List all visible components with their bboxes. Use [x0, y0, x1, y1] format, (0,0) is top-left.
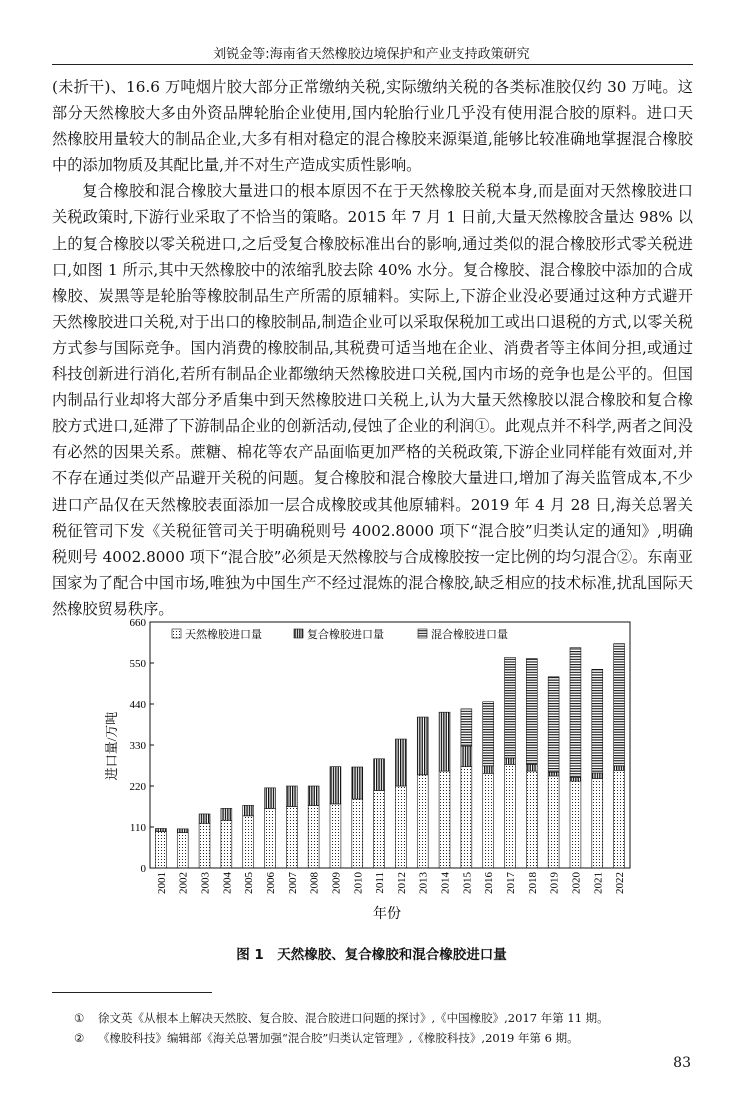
x-tick-label: 2016: [483, 872, 496, 894]
bar-segment: [374, 790, 385, 868]
bar-segment: [592, 779, 603, 868]
footnote-2: [74, 1028, 694, 1048]
bar-segment: [505, 758, 516, 764]
x-tick-label: 2020: [570, 872, 583, 894]
bar-segment: [286, 786, 297, 807]
x-tick-label: 2012: [395, 872, 408, 894]
bar-segment: [526, 764, 537, 771]
legend-label: 复合橡胶进口量: [307, 629, 384, 641]
bar-segment: [592, 773, 603, 779]
bar-segment: [308, 786, 319, 805]
x-axis-title: 年份: [373, 907, 401, 922]
running-head: 刘锐金等:海南省天然橡胶边境保护和产业支持政策研究: [213, 47, 530, 62]
bar-segment: [483, 773, 494, 868]
legend-label: 混合橡胶进口量: [431, 629, 508, 641]
bar-segment: [286, 807, 297, 869]
header-rule: [52, 64, 693, 65]
y-tick-label: 330: [129, 740, 146, 752]
bar-segment: [461, 709, 472, 746]
bar-segment: [221, 808, 232, 820]
bar-segment: [308, 805, 319, 868]
bar-segment: [221, 820, 232, 868]
bar-segment: [461, 767, 472, 868]
bar-segment: [483, 766, 494, 773]
y-tick-label: 550: [129, 658, 146, 670]
x-tick-label: 2015: [461, 872, 474, 894]
x-tick-label: 2011: [374, 872, 387, 894]
bar-segment: [526, 771, 537, 868]
y-tick-label: 220: [129, 781, 146, 793]
bar-segment: [614, 644, 625, 766]
bar-segment: [548, 772, 559, 776]
bar-segment: [155, 828, 166, 831]
bar-segment: [439, 712, 450, 771]
footnote-1: [74, 1008, 694, 1028]
y-axis-title: 进口量/万吨: [104, 711, 119, 781]
bar-segment: [505, 764, 516, 868]
x-tick-label: 2010: [352, 872, 365, 894]
bar-segment: [483, 702, 494, 766]
x-tick-label: 2019: [548, 872, 561, 894]
bar-segment: [395, 786, 406, 868]
x-tick-label: 2009: [330, 872, 343, 894]
bar-segment: [614, 766, 625, 770]
bar-segment: [352, 767, 363, 799]
y-tick-label: 660: [129, 617, 146, 629]
y-tick-label: 0: [140, 863, 146, 875]
bar-segment: [374, 759, 385, 791]
legend-swatch: [418, 629, 427, 638]
bar-segment: [330, 804, 341, 868]
x-tick-label: 2013: [417, 872, 430, 894]
x-tick-label: 2001: [155, 872, 168, 894]
bar-segment: [570, 777, 581, 781]
bar-segment: [570, 781, 581, 868]
bar-segment: [243, 816, 254, 868]
bar-segment: [614, 770, 625, 868]
paragraph: 复合橡胶和混合橡胶大量进口的根本原因不在于天然橡胶关税本身,而是面对天然橡胶进口关税政策时,下游行业采取了不恰当的策略。2015 年 7 月 1 日前,大量天然橡胶含量达 98% 以上的复合橡胶以零关税进口,之后受复合橡胶标准出台的影响,通过类似的混合橡胶形式零关税进口,如图 1 所示,其中天然橡胶中的浓缩乳胶去除 40% 水分。复合橡胶、混合橡胶中添加的合成橡胶、炭黑等是轮胎等橡胶制品生产所需的原辅料。实际上,下游企业没必要通过这种方式避开天然橡胶进口关税,对于出口的橡胶制品,制造企业可以采取保税加工或出口退税的方式,以零关税方式参与国际竞争。国内消费的橡胶制品,其税费可适当地在企业、消费者等主体间分担,或通过科技创新进行消化,若所有制品企业都缴纳天然橡胶进口关税,国内市场的竞争也是公平的。但国内制品行业却将大部分矛盾集中到天然橡胶进口关税上,认为大量天然橡胶以混合橡胶和复合橡胶方式进口,延滞了下游制品企业的创新活动,侵蚀了企业的利润①。此观点并不科学,两者之间没有必然的因果关系。蔗糖、棉花等农产品面临更加严格的关税政策,下游企业同样能有效面对,并不存在通过类似产品避开关税的问题。复合橡胶和混合橡胶大量进口,增加了海关监管成本,不少进口产品仅在天然橡胶表面添加一层合成橡胶或其他原辅料。2019 年 4 月 28 日,海关总署关税征管司下发《关税征管司关于明确税则号 4002.8000 项下“混合胶”归类认定的通知》,明确税则号 4002.8000 项下“混合胶”必须是天然橡胶与合成橡胶按一定比例的均匀混合②。东南亚国家为了配合中国市场,唯独为中国生产不经过混炼的混合橡胶,缺乏相应的技术标准,扰乱国际天然橡胶贸易秩序。: [52, 182, 693, 618]
bar-segment: [395, 739, 406, 786]
legend-swatch: [294, 629, 303, 638]
x-tick-label: 2008: [308, 872, 321, 894]
bar-segment: [177, 833, 188, 868]
y-tick-label: 440: [129, 699, 146, 711]
footnote-text: 徐文英《从根本上解决天然胶、复合胶、混合胶进口问题的探讨》,《中国橡胶》,2017 年第 11 期。: [98, 1011, 609, 1025]
footnote-mark: ①: [74, 1011, 85, 1025]
bar-segment: [265, 808, 276, 868]
page-number: 83: [673, 1055, 691, 1071]
bar-segment: [526, 659, 537, 765]
bar-segment: [177, 829, 188, 833]
footnote-text: 《橡胶科技》编辑部《海关总署加强“混合胶”归类认定管理》,《橡胶科技》,2019 年第 6 期。: [98, 1031, 579, 1045]
x-tick-label: 2014: [439, 872, 452, 894]
legend-swatch: [172, 629, 181, 638]
x-tick-label: 2005: [243, 872, 256, 894]
x-tick-label: 2018: [526, 872, 539, 894]
bar-segment: [265, 788, 276, 809]
bar-segment: [505, 657, 516, 758]
x-tick-label: 2007: [286, 872, 299, 894]
bar-segment: [417, 717, 428, 775]
import-volume-chart: [100, 612, 640, 932]
bar-segment: [548, 677, 559, 772]
bar-segment: [439, 771, 450, 868]
bar-segment: [330, 767, 341, 804]
x-tick-label: 2021: [592, 872, 605, 894]
bar-segment: [243, 805, 254, 815]
footnotes: [74, 1008, 694, 1048]
bar-segment: [417, 775, 428, 868]
x-tick-label: 2022: [614, 872, 627, 894]
x-tick-label: 2006: [265, 872, 277, 894]
bar-segment: [592, 669, 603, 773]
legend-label: 天然橡胶进口量: [185, 629, 262, 641]
footnote-mark: ②: [74, 1031, 85, 1045]
y-tick-label: 110: [129, 822, 146, 834]
x-tick-label: 2002: [177, 872, 190, 894]
bar-segment: [155, 831, 166, 868]
bar-segment: [352, 799, 363, 868]
bar-segment: [199, 814, 210, 823]
paragraph: (未折干)、16.6 万吨烟片胶大部分正常缴纳关税,实际缴纳关税的各类标准胶仅约 30 万吨。这部分天然橡胶大多由外资品牌轮胎企业使用,国内轮胎行业几乎没有使用混合胶的原料。进口天然橡胶用量较大的制品企业,大多有相对稳定的混合橡胶来源渠道,能够比较准确地掌握混合橡胶中的添加物质及其配比量,并不对生产造成实质性影响。: [52, 78, 693, 175]
bar-segment: [461, 746, 472, 767]
bar-segment: [548, 776, 559, 868]
bar-segment: [199, 823, 210, 868]
x-tick-label: 2003: [199, 872, 212, 894]
x-tick-label: 2004: [221, 872, 234, 894]
x-tick-label: 2017: [505, 872, 517, 894]
figure-caption: 图 1 天然橡胶、复合橡胶和混合橡胶进口量: [236, 947, 507, 963]
bar-segment: [570, 648, 581, 778]
footnote-rule: [52, 992, 212, 993]
article-body: [52, 74, 693, 622]
